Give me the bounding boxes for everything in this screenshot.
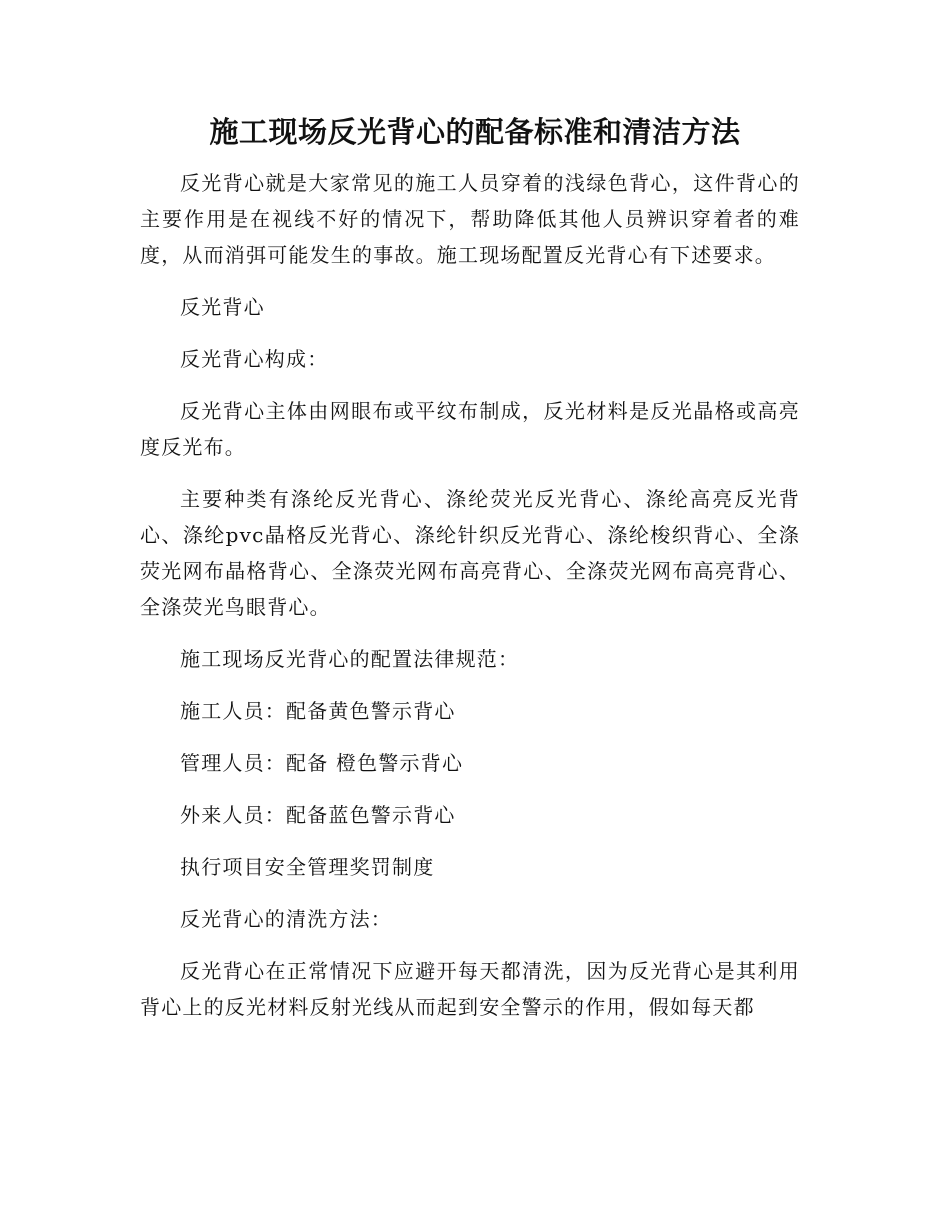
paragraph-composition: 反光背心主体由网眼布或平纹布制成，反光材料是反光晶格或高亮度反光布。 [140,399,800,459]
paragraph-intro: 反光背心就是大家常见的施工人员穿着的浅绿色背心，这件背心的主要作用是在视线不好的情况下，帮助降低其他人员辨识穿着者的难度，从而消弭可能发生的事故。施工现场配置反光背心有下述要求。 [140,171,800,267]
paragraph-cleaning-heading: 反光背心的清洗方法： [180,907,392,931]
paragraph-enforcement: 执行项目安全管理奖罚制度 [180,855,435,879]
paragraph-managers: 管理人员：配备 橙色警示背心 [180,751,464,775]
paragraph-types: 主要种类有涤纶反光背心、涤纶荧光反光背心、涤纶高亮反光背心、涤纶pvc晶格反光背心、涤纶针织反光背心、涤纶梭织背心、全涤荧光网布晶格背心、全涤荧光网布高亮背心、全涤荧光网布高亮背心、全涤荧光鸟眼背心。 [140,487,800,619]
paragraph-regulations-heading: 施工现场反光背心的配置法律规范： [180,647,520,671]
document-body [140,165,800,1041]
paragraph-visitors: 外来人员：配备蓝色警示背心 [180,803,456,827]
paragraph-cleaning: 反光背心在正常情况下应避开每天都清洗，因为反光背心是其利用背心上的反光材料反射光线从而起到安全警示的作用，假如每天都 [140,959,800,1019]
paragraph-heading-vest: 反光背心 [180,295,265,319]
document-title: 施工现场反光背心的配备标准和清洁方法 [209,115,741,149]
paragraph-composition-heading: 反光背心构成： [180,347,329,371]
paragraph-workers: 施工人员：配备黄色警示背心 [180,699,456,723]
